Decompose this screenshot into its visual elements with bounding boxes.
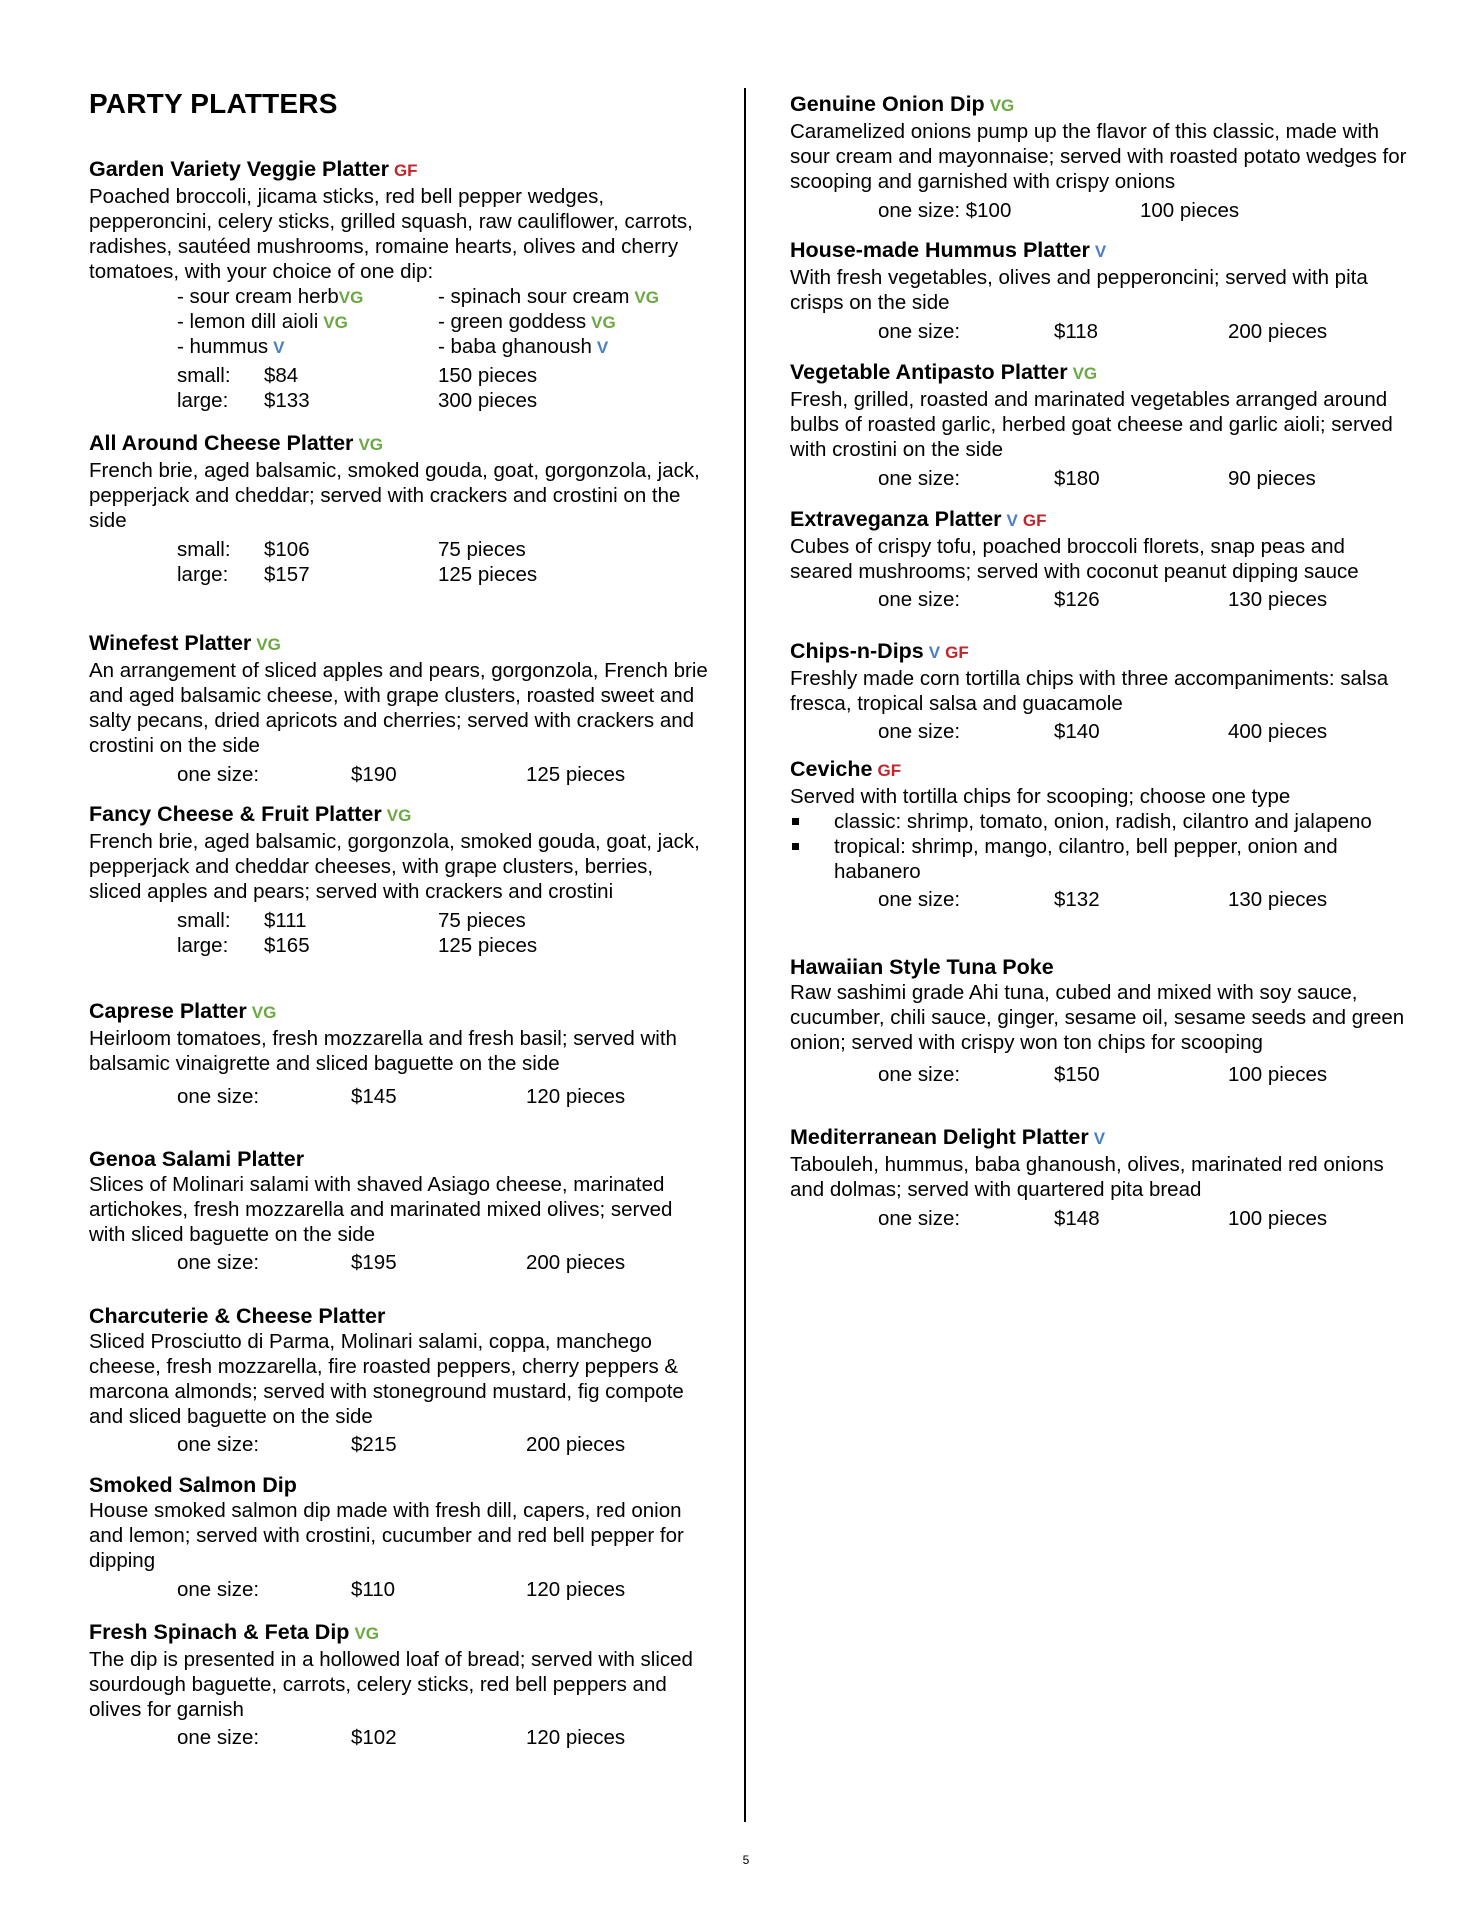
vegetarian-tag: VG xyxy=(989,96,1015,115)
menu-item xyxy=(89,801,709,958)
vegetarian-tag: VG xyxy=(634,288,659,307)
size-label: one size: xyxy=(177,1251,260,1274)
size-row xyxy=(790,719,1410,744)
item-title: Fresh Spinach & Feta Dip xyxy=(89,1620,350,1644)
price: $215 xyxy=(351,1433,397,1456)
item-title: Caprese Platter xyxy=(89,999,247,1023)
pieces: 120 pieces xyxy=(526,1726,626,1749)
vegan-tag: V xyxy=(1094,242,1107,261)
pieces: 200 pieces xyxy=(526,1433,626,1456)
price: $150 xyxy=(1054,1063,1100,1086)
price: $140 xyxy=(1054,720,1100,743)
page-title: PARTY PLATTERS xyxy=(89,88,338,119)
vegetarian-tag: VG xyxy=(354,1624,379,1643)
pieces: 120 pieces xyxy=(526,1085,626,1108)
item-title: Hawaiian Style Tuna Poke xyxy=(790,955,1054,979)
size-row xyxy=(790,319,1410,344)
size-label: large: xyxy=(177,389,229,412)
item-title: Fancy Cheese & Fruit Platter xyxy=(89,802,382,826)
item-description: With fresh vegetables, olives and pepperoncini; served with pita crisps on the side xyxy=(790,266,1368,314)
gluten-free-tag: GF xyxy=(393,161,418,180)
size-row xyxy=(89,933,709,958)
item-description: An arrangement of sliced apples and pears, gorgonzola, French brie and aged balsamic cheese, with grape clusters, roasted sweet and salty pecans, dried apricots and cherries; served with crackers and crostini on the side xyxy=(89,659,708,757)
size-label: large: xyxy=(177,563,229,586)
size-row xyxy=(89,1250,709,1275)
item-description: Sliced Prosciutto di Parma, Molinari salami, coppa, manchego cheese, fresh mozzarella, fire roasted peppers, cherry peppers & marcona almonds; served with stoneground mustard, fig compote and sliced baguette on the side xyxy=(89,1330,684,1428)
size-label: one size: xyxy=(878,888,961,911)
item-title: Winefest Platter xyxy=(89,631,252,655)
pieces: 75 pieces xyxy=(438,538,526,561)
pieces: 200 pieces xyxy=(1228,320,1328,343)
item-title: Extraveganza Platter xyxy=(790,507,1002,531)
price: $111 xyxy=(264,909,307,932)
vegetarian-tag: VG xyxy=(251,1003,277,1022)
pieces: 100 pieces xyxy=(1228,1207,1328,1230)
size-row xyxy=(89,363,709,388)
vegan-tag: V xyxy=(1093,1129,1106,1148)
item-description: Served with tortilla chips for scooping; choose one type xyxy=(790,785,1291,808)
gluten-free-tag: GF xyxy=(945,643,969,662)
vegan-tag: V xyxy=(1006,511,1018,530)
item-title: All Around Cheese Platter xyxy=(89,431,354,455)
size-label: one size: xyxy=(878,320,961,343)
size-row xyxy=(89,388,709,413)
menu-item xyxy=(790,237,1410,344)
pieces: 400 pieces xyxy=(1228,720,1328,743)
item-description: The dip is presented in a hollowed loaf of bread; served with sliced sourdough baguette, carrots, celery sticks, red bell peppers and olives for garnish xyxy=(89,1648,693,1721)
item-description: Poached broccoli, jicama sticks, red bell pepper wedges, pepperoncini, celery sticks, grilled squash, raw cauliflower, carrots, radishes, sautéed mushrooms, romaine hearts, olives and cherry tomatoes, with your choice of one dip: xyxy=(89,185,693,283)
menu-item xyxy=(89,1472,709,1602)
size-label: one size: xyxy=(878,588,961,611)
menu-item xyxy=(89,156,709,413)
vegetarian-tag: VG xyxy=(358,435,383,454)
menu-item xyxy=(89,998,709,1109)
price: $133 xyxy=(264,389,310,412)
size-label: one size: $100 xyxy=(878,199,1012,222)
price: $145 xyxy=(351,1085,397,1108)
vegetarian-tag: VG xyxy=(1072,364,1098,383)
size-label: one size: xyxy=(878,467,961,490)
size-label: small: xyxy=(177,364,231,387)
pieces: 200 pieces xyxy=(526,1251,626,1274)
pieces: 300 pieces xyxy=(438,389,538,412)
size-label: one size: xyxy=(177,1726,260,1749)
menu-item xyxy=(790,756,1410,912)
item-description: Cubes of crispy tofu, poached broccoli florets, snap peas and seared mushrooms; served with coconut peanut dipping sauce xyxy=(790,535,1359,583)
bullet-icon xyxy=(792,818,799,825)
item-description: Tabouleh, hummus, baba ghanoush, olives, marinated red onions and dolmas; served with quartered pita bread xyxy=(790,1153,1384,1201)
price: $148 xyxy=(1054,1207,1100,1230)
price: $110 xyxy=(351,1578,396,1601)
size-label: one size: xyxy=(878,1063,961,1086)
size-row xyxy=(89,562,709,587)
dip-option: - sour cream herbVG xyxy=(177,285,364,308)
item-title: Genoa Salami Platter xyxy=(89,1147,305,1171)
pieces: 100 pieces xyxy=(1228,1063,1328,1086)
size-row xyxy=(790,587,1410,612)
menu-item xyxy=(790,359,1410,491)
price: $106 xyxy=(264,538,310,561)
price: $195 xyxy=(351,1251,397,1274)
menu-item xyxy=(790,506,1410,612)
option-list xyxy=(790,809,1410,884)
dip-option: - green goddess VG xyxy=(438,310,616,333)
size-label: small: xyxy=(177,909,231,932)
item-description: Slices of Molinari salami with shaved Asiago cheese, marinated artichokes, fresh mozzarella and marinated mixed olives; served with sliced baguette on the side xyxy=(89,1173,673,1246)
size-label: one size: xyxy=(177,1085,260,1108)
item-description: French brie, aged balsamic, gorgonzola, smoked gouda, goat, jack, pepperjack and cheddar cheeses, with grape clusters, berries, sliced apples and pears; served with crackers and crostini xyxy=(89,830,700,903)
item-description: French brie, aged balsamic, smoked gouda, goat, gorgonzola, jack, pepperjack and cheddar; served with crackers and crostini on the side xyxy=(89,459,700,532)
menu-item xyxy=(89,1619,709,1750)
menu-item xyxy=(89,430,709,587)
pieces: 125 pieces xyxy=(526,763,626,786)
menu-item xyxy=(89,1303,709,1457)
pieces: 150 pieces xyxy=(438,364,538,387)
item-title: Ceviche xyxy=(790,757,873,781)
pieces: 125 pieces xyxy=(438,934,538,957)
size-row xyxy=(89,1432,709,1457)
size-label: one size: xyxy=(177,1578,260,1601)
menu-item xyxy=(790,954,1410,1087)
column-divider xyxy=(744,88,746,1822)
size-label: one size: xyxy=(177,763,260,786)
pieces: 125 pieces xyxy=(438,563,538,586)
item-description: House smoked salmon dip made with fresh dill, capers, red onion and lemon; served with crostini, cucumber and red bell pepper for dipping xyxy=(89,1499,684,1572)
size-row xyxy=(790,887,1410,912)
vegan-tag: V xyxy=(273,338,285,357)
vegetarian-tag: VG xyxy=(256,635,281,654)
size-row xyxy=(89,908,709,933)
size-label: large: xyxy=(177,934,229,957)
size-label: one size: xyxy=(878,1207,961,1230)
vegetarian-tag: VG xyxy=(591,313,616,332)
menu-item xyxy=(89,1146,709,1275)
item-description: Freshly made corn tortilla chips with three accompaniments: salsa fresca, tropical salsa and guacamole xyxy=(790,667,1389,715)
vegetarian-tag: VG xyxy=(386,806,412,825)
price: $165 xyxy=(264,934,310,957)
dip-option: - hummus V xyxy=(177,335,285,358)
size-row xyxy=(89,1577,709,1602)
gluten-free-tag: GF xyxy=(1022,511,1047,530)
price: $118 xyxy=(1054,320,1099,343)
menu-item xyxy=(790,1124,1410,1231)
vegan-tag: V xyxy=(596,338,609,357)
vegetarian-tag: VG xyxy=(323,313,348,332)
size-row xyxy=(89,1725,709,1750)
item-title: Garden Variety Veggie Platter xyxy=(89,157,389,181)
size-row xyxy=(89,537,709,562)
price: $180 xyxy=(1054,467,1100,490)
menu-item xyxy=(89,630,709,787)
price: $157 xyxy=(264,563,310,586)
size-label: small: xyxy=(177,538,231,561)
item-description: Fresh, grilled, roasted and marinated vegetables arranged around bulbs of roasted garlic, herbed goat cheese and garlic aioli; served with crostini on the side xyxy=(790,388,1393,461)
item-title: Vegetable Antipasto Platter xyxy=(790,360,1068,384)
item-description: Caramelized onions pump up the flavor of this classic, made with sour cream and mayonnaise; served with roasted potato wedges for scooping and garnished with crispy onions xyxy=(790,120,1407,193)
size-row xyxy=(790,1206,1410,1231)
vegetarian-tag: VG xyxy=(338,288,364,307)
gluten-free-tag: GF xyxy=(877,761,902,780)
pieces: 100 pieces xyxy=(1140,199,1240,222)
item-description: Heirloom tomatoes, fresh mozzarella and fresh basil; served with balsamic vinaigrette and sliced baguette on the side xyxy=(89,1027,677,1075)
size-row xyxy=(790,466,1410,491)
pieces: 130 pieces xyxy=(1228,588,1328,611)
dip-option: - lemon dill aioli VG xyxy=(177,310,348,333)
price: $126 xyxy=(1054,588,1100,611)
size-row xyxy=(89,1084,709,1109)
item-title: Chips-n-Dips xyxy=(790,639,924,663)
price: $190 xyxy=(351,763,397,786)
size-row xyxy=(790,198,1410,223)
pieces: 120 pieces xyxy=(526,1578,626,1601)
list-item: classic: shrimp, tomato, onion, radish, cilantro and jalapeno xyxy=(790,809,1410,834)
bullet-icon xyxy=(792,843,799,850)
dip-option: - spinach sour cream VG xyxy=(438,285,659,308)
list-item: tropical: shrimp, mango, cilantro, bell pepper, onion and habanero xyxy=(790,834,1410,884)
item-title: Mediterranean Delight Platter xyxy=(790,1125,1089,1149)
item-description: Raw sashimi grade Ahi tuna, cubed and mixed with soy sauce, cucumber, chili sauce, ginger, sesame oil, sesame seeds and green onion; served with crispy won ton chips for scooping xyxy=(790,981,1405,1054)
page-number: 5 xyxy=(742,1853,750,1867)
pieces: 90 pieces xyxy=(1228,467,1316,490)
pieces: 130 pieces xyxy=(1228,888,1328,911)
size-label: one size: xyxy=(878,720,961,743)
size-row xyxy=(89,762,709,787)
vegan-tag: V xyxy=(928,643,941,662)
dip-options xyxy=(89,284,709,359)
dip-option: - baba ghanoush V xyxy=(438,335,609,358)
menu-item xyxy=(790,91,1410,223)
size-label: one size: xyxy=(177,1433,260,1456)
price: $102 xyxy=(351,1726,397,1749)
item-title: Charcuterie & Cheese Platter xyxy=(89,1304,386,1328)
price: $84 xyxy=(264,364,299,387)
pieces: 75 pieces xyxy=(438,909,526,932)
item-title: Genuine Onion Dip xyxy=(790,92,985,116)
menu-item xyxy=(790,638,1410,744)
price: $132 xyxy=(1054,888,1100,911)
item-title: Smoked Salmon Dip xyxy=(89,1473,297,1497)
item-title: House-made Hummus Platter xyxy=(790,238,1090,262)
size-row xyxy=(790,1062,1410,1087)
